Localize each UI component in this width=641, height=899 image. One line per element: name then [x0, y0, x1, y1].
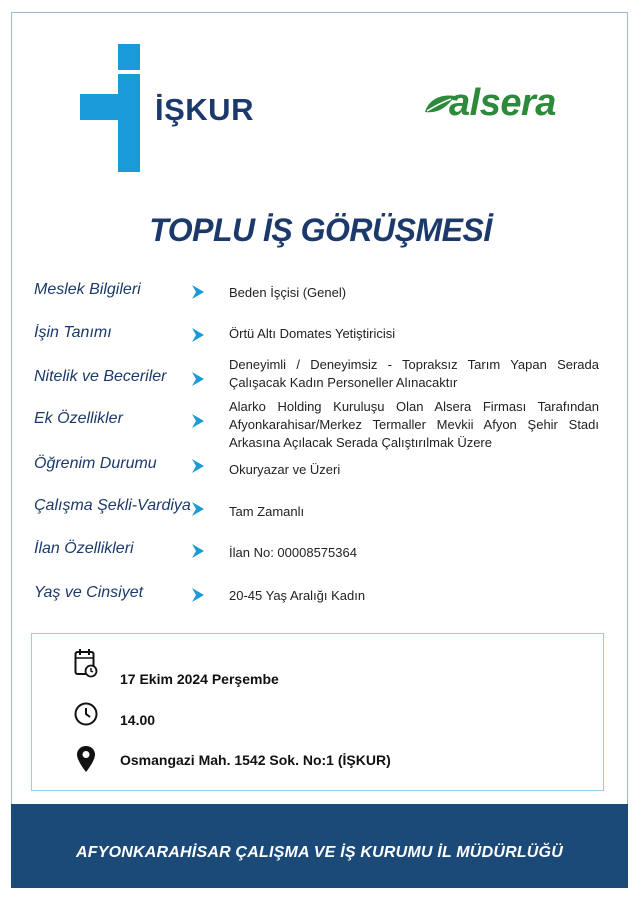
chevron-right-icon — [190, 458, 206, 474]
alsera-wordmark: alsera — [449, 82, 556, 124]
row-label: Meslek Bilgileri — [34, 281, 141, 298]
chevron-right-icon — [190, 284, 206, 300]
footer-banner — [11, 804, 628, 888]
row-value: Tam Zamanlı — [229, 504, 305, 519]
row-value: Alarko Holding Kuruluşu Olan Alsera Firması Tarafından Afyonkarahisar/Merkez Termaller Mevkii Afyon Şehir Stadı Arkasına Açılacak Serada Çalıştırılmak Üzere — [229, 399, 599, 450]
event-date: 17 Ekim 2024 Perşembe — [120, 671, 279, 687]
chevron-right-icon — [190, 413, 206, 429]
iskur-logo — [80, 44, 270, 174]
clock-icon — [74, 700, 98, 730]
row-label: Yaş ve Cinsiyet — [34, 584, 144, 601]
row-label: Öğrenim Durumu — [34, 455, 157, 472]
iskur-wordmark: İŞKUR — [155, 92, 254, 127]
event-time: 14.00 — [120, 712, 156, 728]
row-value: Örtü Altı Domates Yetiştiricisi — [229, 326, 396, 341]
page-title: TOPLU İŞ GÖRÜŞMESİ — [149, 212, 492, 248]
footer-text: AFYONKARAHİSAR ÇALIŞMA VE İŞ KURUMU İL MÜDÜRLÜĞÜ — [76, 844, 563, 861]
chevron-right-icon — [190, 587, 206, 603]
event-details-box — [31, 633, 604, 791]
event-location: Osmangazi Mah. 1542 Sok. No:1 (İŞKUR) — [120, 752, 391, 768]
row-label: İşin Tanımı — [34, 324, 112, 341]
row-label: Nitelik ve Beceriler — [34, 368, 167, 385]
row-label: İlan Özellikleri — [34, 540, 134, 557]
calendar-icon — [74, 648, 98, 678]
chevron-right-icon — [190, 501, 206, 517]
location-pin-icon — [74, 744, 98, 774]
iskur-mark-icon — [80, 44, 140, 172]
chevron-right-icon — [190, 327, 206, 343]
row-value: Deneyimli / Deneyimsiz - Topraksız Tarım Yapan Serada Çalışacak Kadın Personeller Alınacaktır — [229, 357, 599, 390]
row-value: 20-45 Yaş Aralığı Kadın — [229, 588, 366, 603]
row-value: Okuryazar ve Üzeri — [229, 462, 341, 477]
row-label: Ek Özellikler — [34, 410, 123, 427]
chevron-right-icon — [190, 543, 206, 559]
alsera-logo — [423, 84, 583, 130]
row-value: İlan No: 00008575364 — [229, 545, 357, 560]
row-label: Çalışma Şekli-Vardiya — [34, 497, 191, 514]
chevron-right-icon — [190, 371, 206, 387]
row-value: Beden İşçisi (Genel) — [229, 285, 347, 300]
